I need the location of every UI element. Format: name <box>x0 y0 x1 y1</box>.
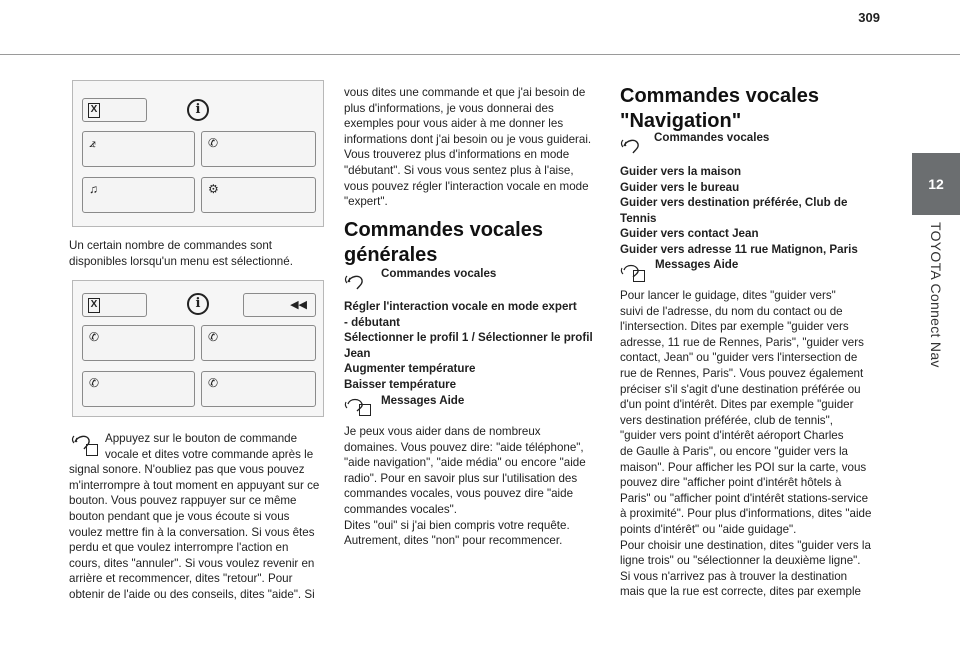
text-line: perdu et que voulez interrompre l'action en <box>69 541 289 555</box>
text-line: "guider vers point d'intérêt aéroport Charles <box>620 429 844 443</box>
phone-icon: ✆ <box>208 376 219 390</box>
text-line: bouton. Vous pouvez rappuyer sur ce même <box>69 494 297 508</box>
text-line: obtenir de l'aide ou des conseils, dites "aide". Si <box>69 587 315 601</box>
text-line: arrière et recommencer, dites "retour". Pour <box>69 572 293 586</box>
phone-button-1 <box>82 325 195 361</box>
phone-icon: ✆ <box>89 376 100 390</box>
command-list <box>344 299 606 393</box>
text-line: vous pouvez régler l'interaction vocale en mode <box>344 179 589 193</box>
text-line: points d'intérêt" ou "aide guidage". <box>620 522 797 536</box>
command-item: - débutant <box>344 315 401 329</box>
info-icon: i <box>187 293 209 315</box>
text-line: à proximité". Pour plus d'informations, dites "aide <box>620 507 872 521</box>
voice-command-icon <box>620 134 644 156</box>
text-line: commandes vocales". <box>344 502 458 516</box>
text-line: plus d'informations, je vous donnerai des <box>344 101 554 115</box>
phone-icon: ✆ <box>89 330 100 344</box>
text-line: Paris" ou "afficher point d'intérêt stations-service <box>620 491 869 505</box>
text-line: exemples pour vous aider à me donner les <box>344 117 564 131</box>
page-number: 309 <box>858 10 880 25</box>
text-line: "débutant". Si vous vous sentez plus à l'aise, <box>344 163 574 177</box>
heading-line: "Navigation" <box>620 110 742 132</box>
text-line: Dites "oui" si j'ai bien compris votre requête. <box>344 518 570 532</box>
text-line: domaines. Vous pouvez dire: "aide téléphone", <box>344 440 584 454</box>
text-line: Pour lancer le guidage, dites "guider vers" <box>620 289 836 302</box>
phone-icon: ✆ <box>208 330 219 344</box>
text-line: mais que la rue est correcte, dites par exemple <box>620 585 862 599</box>
command-item: Augmenter température <box>344 362 476 376</box>
command-item: Guider vers la maison <box>620 165 742 178</box>
text-line: rue de Rennes, Paris". Vous pouvez également <box>620 366 864 380</box>
text-line: adresse, 11 rue de Rennes, Paris", "guider vers <box>620 335 864 349</box>
phone-button-2 <box>201 325 316 361</box>
text-line: radio". Pour en savoir plus sur l'utilisation des <box>344 471 578 485</box>
close-icon: X <box>88 103 100 118</box>
text-line: cours, dites "annuler". Si vous voulez revenir en <box>69 556 315 570</box>
section-heading-general <box>344 218 606 268</box>
command-item: Jean <box>344 346 371 360</box>
help-grid-icon <box>359 404 371 416</box>
help-messages-label: Messages Aide <box>381 394 465 407</box>
text-line: contact, Jean" ou "guider vers l'intersection de <box>620 351 858 365</box>
intro-paragraph <box>344 85 606 210</box>
text-line: informations dont j'ai besoin ou je vous guiderai. <box>344 132 592 146</box>
text-line: de Gaulle à Paris", ou encore "guider vers la <box>620 444 848 458</box>
text-line: vocale et dites votre commande après le <box>105 447 314 461</box>
text-line: vous dites une commande et que j'ai besoin de <box>344 86 586 99</box>
text-line: bouton pendant que je vous écoute si vous <box>69 509 290 523</box>
text-line: Vous trouverez plus d'informations en mode <box>344 148 570 162</box>
command-list <box>620 164 884 258</box>
text-line: pouvez dire "afficher point d'intérêt hôtels à <box>620 476 842 490</box>
text-line: Si vous n'arrivez pas à trouver la destination <box>620 569 848 583</box>
text-line: Appuyez sur le bouton de commande <box>105 432 298 445</box>
text-line: d'un point d'intérêt. Dites par exemple "guider <box>620 398 854 412</box>
text-line: "aide navigation", "aide média" ou encore "aide <box>344 456 586 470</box>
text-line: l'intersection. Dites par exemple "guider vers <box>620 320 849 334</box>
command-item: Baisser température <box>344 377 457 391</box>
text-line: m'interrompre à tout moment en appuyant sur ce <box>69 478 320 492</box>
text-line: préciser s'il s'agit d'une destination préférée ou <box>620 382 861 396</box>
command-item: Guider vers le bureau <box>620 180 740 194</box>
help-messages-label: Messages Aide <box>655 258 739 271</box>
menu-button-2 <box>201 131 316 167</box>
heading-line: Commandes vocales <box>344 219 543 241</box>
text-line: Autrement, dites "non" pour recommencer. <box>344 534 563 548</box>
screen-illustration-1 <box>72 80 324 227</box>
chapter-tab[interactable]: 12 <box>912 153 960 215</box>
text-line: Je peux vous aider dans de nombreux <box>344 425 541 438</box>
help-grid-icon <box>633 270 645 282</box>
help-paragraph <box>344 424 606 549</box>
command-item: Guider vers adresse 11 rue Matignon, Paris <box>620 242 858 256</box>
menu-button-3 <box>82 177 195 213</box>
voice-commands-label: Commandes vocales <box>381 267 497 280</box>
back-button <box>243 293 316 317</box>
command-item: Sélectionner le profil 1 / Sélectionner le profil <box>344 331 593 345</box>
phone-button-3 <box>82 371 195 407</box>
chapter-title: TOYOTA Connect Nav <box>928 222 944 368</box>
command-item: Guider vers destination préférée, Club de <box>620 196 848 210</box>
text-line: vers destination préférée, club de tennis", <box>620 413 833 427</box>
text-line: signal sonore. N'oubliez pas que vous pouvez <box>69 463 305 477</box>
command-item: Régler l'interaction vocale en mode expert <box>344 300 577 313</box>
screen-illustration-2 <box>72 280 324 417</box>
menu-button-4 <box>201 177 316 213</box>
help-paragraph <box>620 288 884 600</box>
command-item: Guider vers contact Jean <box>620 227 759 241</box>
close-icon: X <box>88 298 100 313</box>
caption: Un certain nombre de commandes sont disponibles lorsqu'un menu est sélectionné. <box>69 239 293 268</box>
music-icon: ♫ <box>89 182 98 196</box>
settings-icon: ⚙ <box>208 182 219 196</box>
phone-button-4 <box>201 371 316 407</box>
text-line: commandes vocales, vous pouvez dire "aide <box>344 487 574 501</box>
text-line: voulez mettre fin à la conversation. Si vous êtes <box>69 525 315 539</box>
heading-line: générales <box>344 244 438 266</box>
text-line: maison". Pour afficher les POI sur la carte, vous <box>620 460 867 474</box>
navigation-arrow-icon: ⦨ <box>89 136 96 150</box>
text-line: suivi de l'adresse, du nom du contact ou de <box>620 304 843 318</box>
close-button <box>82 293 147 317</box>
section-heading-navigation <box>620 84 884 134</box>
header-rule <box>0 54 960 55</box>
text-line: "expert". <box>344 195 388 209</box>
voice-command-icon <box>344 270 368 292</box>
phone-icon: ✆ <box>208 136 219 150</box>
menu-button-1 <box>82 131 195 167</box>
voice-commands-label: Commandes vocales <box>654 131 770 144</box>
close-button <box>82 98 147 122</box>
voice-paragraph <box>69 431 331 603</box>
text-line: Pour choisir une destination, dites "guider vers la <box>620 538 871 552</box>
info-icon: i <box>187 99 209 121</box>
command-item: Tennis <box>620 211 657 225</box>
heading-line: Commandes vocales <box>620 85 819 107</box>
back-icon: ◀◀ <box>290 299 307 311</box>
text-line: ligne trois" ou "sélectionner la deuxième ligne". <box>620 554 861 568</box>
